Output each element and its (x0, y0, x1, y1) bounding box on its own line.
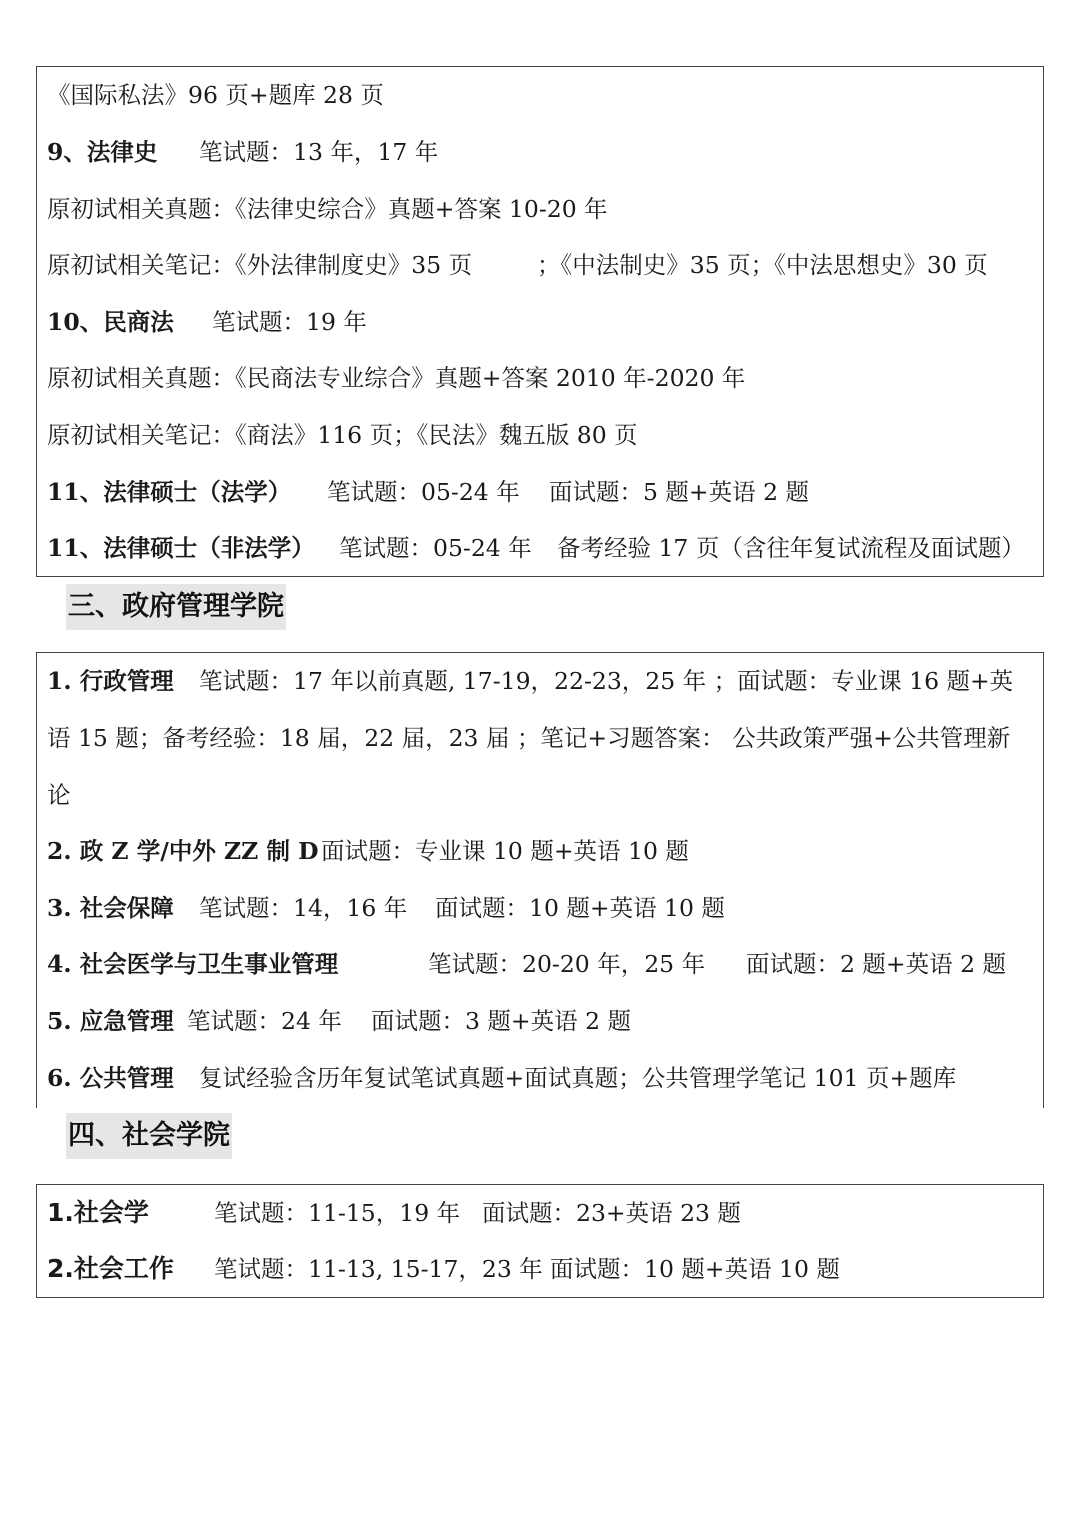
item-detail: 笔试题：13 年，17 年 (199, 138, 439, 166)
item-title: 9、法律史 (47, 138, 158, 166)
line-text: 论 (47, 781, 71, 809)
item-detail: 笔试题：05-24 年 (339, 534, 532, 562)
sociology-section-box (36, 1184, 1044, 1298)
item-detail: 面试题：专业课 10 题+英语 10 题 (321, 837, 689, 865)
text-line (47, 775, 71, 815)
law-section-box (36, 66, 1044, 577)
item-detail: 笔试题：19 年 (212, 308, 367, 336)
text-line (47, 888, 725, 928)
item-title: 11、法律硕士（法学） (47, 478, 292, 506)
item-detail: 笔试题：11-15，19 年 (214, 1199, 461, 1227)
item-detail: 笔试题：14，16 年 (199, 894, 408, 922)
text-line (47, 472, 809, 512)
line-text: 原初试相关真题：《法律史综合》真题+答案 10-20 年 (47, 195, 608, 223)
text-line (47, 1001, 631, 1041)
text-line (47, 661, 1013, 701)
text-line (47, 415, 638, 455)
item-title: 1. 行政管理 (47, 667, 174, 695)
line-text: 《国际私法》96 页+题库 28 页 (47, 81, 384, 109)
item-detail: 面试题：5 题+英语 2 题 (549, 478, 810, 506)
item-detail: 笔试题：24 年 (187, 1007, 342, 1035)
text-line (47, 1249, 840, 1289)
text-line (47, 75, 384, 115)
item-title: 10、民商法 (47, 308, 174, 336)
text-line (47, 1058, 956, 1098)
item-title: 2. 政 Z 学/中外 ZZ 制 D (47, 837, 319, 865)
text-line (47, 132, 438, 172)
line-text: 原初试相关笔记：《商法》116 页；《民法》魏五版 80 页 (47, 421, 638, 449)
text-line (47, 245, 988, 285)
text-line (47, 358, 745, 398)
line-text: 原初试相关真题：《民商法专业综合》真题+答案 2010 年-2020 年 (47, 364, 746, 392)
item-detail: 面试题：10 题+英语 10 题 (435, 894, 725, 922)
item-detail: 笔试题：17 年以前真题, 17-19，22-23，25 年 ；面试题：专业课 16 题+英 (199, 667, 1014, 695)
item-detail: 面试题：2 题+英语 2 题 (746, 950, 1007, 978)
item-detail: 面试题：10 题+英语 10 题 (550, 1255, 840, 1283)
line-text: 原初试相关笔记：《外法律制度史》35 页 (47, 251, 473, 279)
item-title: 6. 公共管理 (47, 1064, 174, 1092)
government-management-section-box (36, 652, 1044, 1108)
item-detail: 笔试题：20-20 年，25 年 (428, 950, 706, 978)
item-title: 2.社会工作 (47, 1254, 174, 1283)
item-detail: 笔试题：05-24 年 (327, 478, 520, 506)
item-detail: 复试经验含历年复试笔试真题+面试真题；公共管理学笔记 101 页+题库 (199, 1064, 957, 1092)
item-detail: 面试题：3 题+英语 2 题 (371, 1007, 632, 1035)
item-title: 3. 社会保障 (47, 894, 174, 922)
text-line (47, 944, 1006, 984)
section-heading-government-management: 三、政府管理学院 (66, 584, 286, 630)
text-line (47, 1193, 741, 1233)
text-line (47, 302, 367, 342)
item-title: 11、法律硕士（非法学） (47, 534, 315, 562)
item-title: 4. 社会医学与卫生事业管理 (47, 950, 339, 978)
item-title: 5. 应急管理 (47, 1007, 174, 1035)
text-line (47, 718, 1010, 758)
text-line (47, 189, 608, 229)
item-detail: 备考经验 17 页（含往年复试流程及面试题） (557, 534, 1025, 562)
text-line (47, 831, 689, 871)
item-detail: 笔试题：11-13, 15-17，23 年 (214, 1255, 543, 1283)
line-text: ；《中法制史》35 页；《中法思想史》30 页 (537, 251, 988, 279)
text-line (47, 528, 1025, 568)
section-heading-sociology: 四、社会学院 (66, 1113, 232, 1159)
item-detail: 面试题：23+英语 23 题 (482, 1199, 741, 1227)
item-title: 1.社会学 (47, 1198, 149, 1227)
line-text: 语 15 题；备考经验：18 届，22 届，23 届 ；笔记+习题答案： 公共政策严强+公共管理新 (47, 724, 1011, 752)
